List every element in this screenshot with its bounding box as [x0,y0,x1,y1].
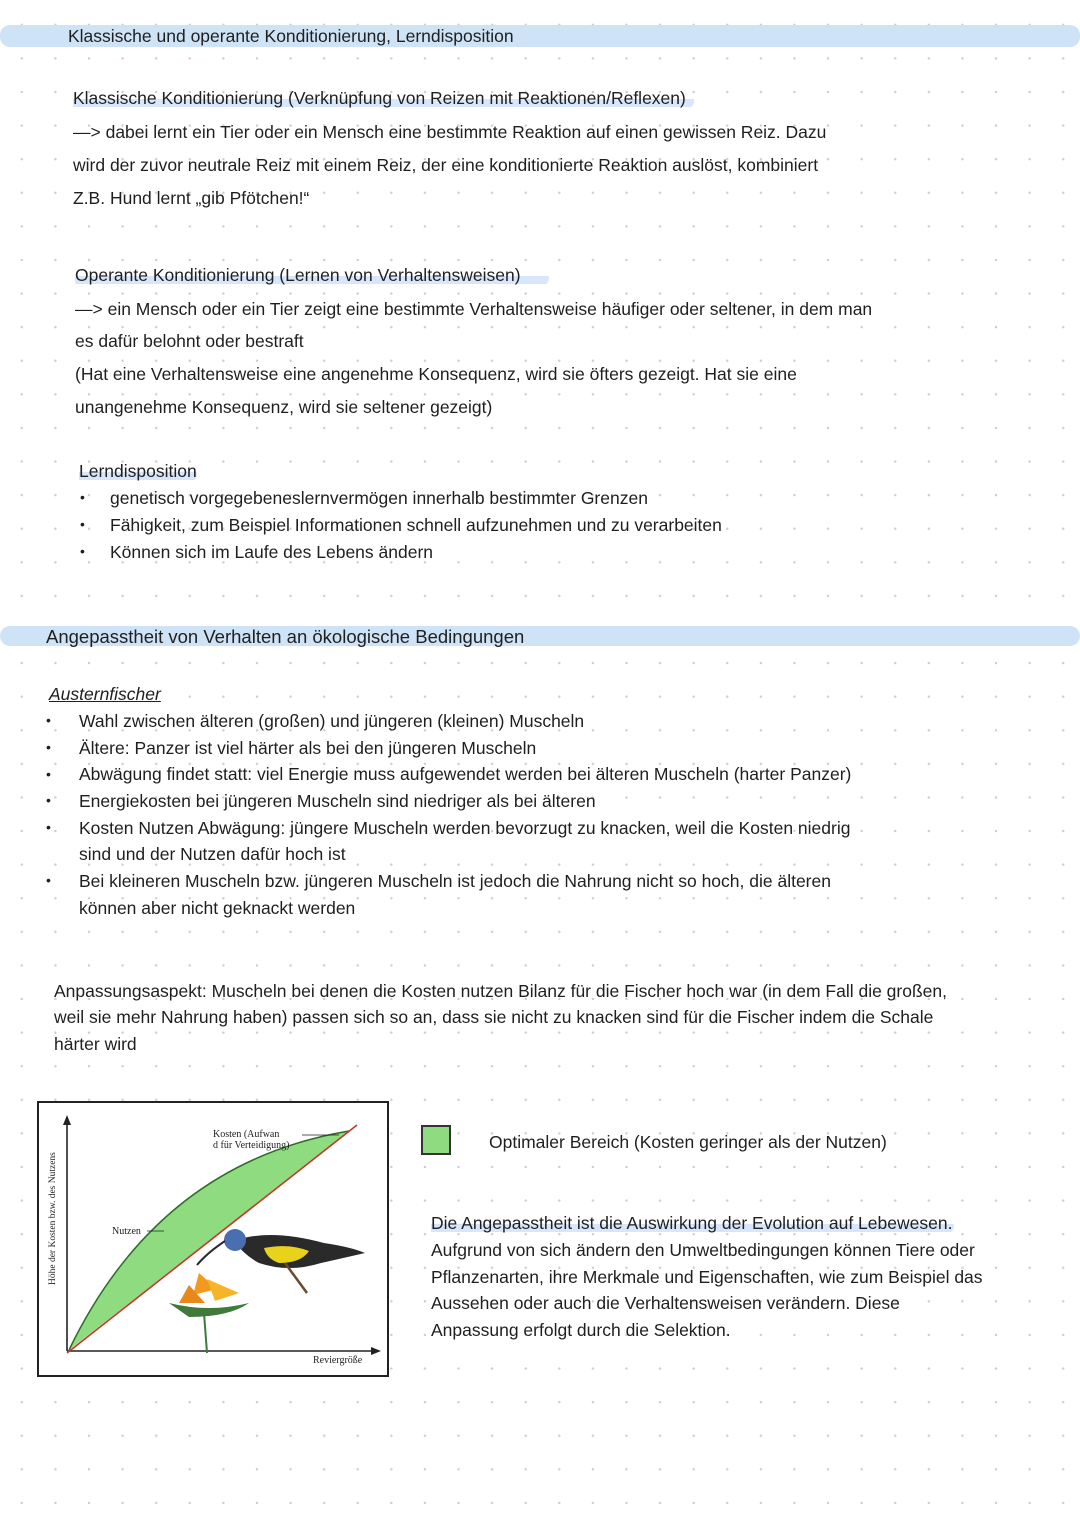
text-line: härter wird [54,1034,137,1054]
text-line: —> ein Mensch oder ein Tier zeigt eine bestimmte Verhaltensweise häufiger oder seltener, in dem man [75,299,873,319]
bullet-dot: • [80,516,85,532]
bullet-dot: • [46,712,51,728]
list-item: Ältere: Panzer ist viel härter als bei den jüngeren Muscheln [79,738,537,758]
bullet-dot: • [46,766,51,782]
text-line: Anpassung erfolgt durch die Selektion. [431,1320,731,1340]
list-item: Wahl zwischen älteren (großen) und jüngeren (kleinen) Muscheln [79,711,585,731]
heading-austernfischer: Austernfischer [49,684,161,704]
bullet-dot: • [46,739,51,755]
y-axis-label: Höhe der Kosten bzw. des Nutzens [48,1152,58,1285]
list-item: Bei kleineren Muscheln bzw. jüngeren Muscheln ist jedoch die Nahrung nicht so hoch, die älteren [79,871,831,891]
text-line: es dafür belohnt oder bestraft [75,331,304,351]
list-item: Können sich im Laufe des Lebens ändern [110,542,434,562]
bullet-dot: • [46,872,51,888]
legend-label: Optimaler Bereich (Kosten geringer als der Nutzen) [489,1132,887,1152]
kosten-line [67,1125,357,1353]
text-line: weil sie mehr Nahrung haben) passen sich so an, dass sie nicht zu knacken sind für die Fischer indem die Schale [54,1007,934,1027]
section-title-konditionierung: Klassische und operante Konditionierung, Lerndisposition [68,26,514,46]
chart-svg [39,1103,387,1375]
text-line: —> dabei lernt ein Tier oder ein Mensch eine bestimmte Reaktion auf einen gewissen Reiz. Dazu [73,122,827,142]
list-item: Abwägung findet statt: viel Energie muss aufgewendet werden bei älteren Muscheln (harter Panzer) [79,764,852,784]
list-item-continuation: sind und der Nutzen dafür hoch ist [79,844,346,864]
list-item: Energiekosten bei jüngeren Muscheln sind niedriger als bei älteren [79,791,596,811]
text-line: wird der zuvor neutrale Reiz mit einem Reiz, der eine konditionierte Reaktion auslöst, kombiniert [73,155,819,175]
text-line: Aufgrund von sich ändern den Umweltbedingungen können Tiere oder [431,1240,975,1260]
list-item: Kosten Nutzen Abwägung: jüngere Muscheln werden bevorzugt zu knacken, weil die Kosten niedrig [79,818,851,838]
bullet-dot: • [46,819,51,835]
list-item-continuation: können aber nicht geknackt werden [79,898,356,918]
y-axis-arrow [63,1115,71,1125]
legend-swatch-optimal [421,1125,451,1155]
bullet-dot: • [80,543,85,559]
bird-of-paradise-flower-illustration [169,1273,249,1353]
nutzen-label: Nutzen [112,1226,141,1237]
kosten-label: Kosten (Aufwan d für Verteidigung) [213,1129,290,1151]
cost-benefit-chart [37,1101,389,1377]
text-line: Z.B. Hund lernt „gib Pfötchen!“ [73,188,310,208]
heading-klassische-konditionierung: Klassische Konditionierung (Verknüpfung von Reizen mit Reaktionen/Reflexen) [73,87,694,109]
text-line: Anpassungsaspekt: Muscheln bei denen die Kosten nutzen Bilanz für die Fischer hoch war (in dem Fall die großen, [54,981,947,1001]
bullet-dot: • [46,792,51,808]
text-line: unangenehme Konsequenz, wird sie seltener gezeigt) [75,397,493,417]
x-axis-label: Reviergröße [313,1355,363,1366]
text-line: Aussehen oder auch die Verhaltensweisen verändern. Diese [431,1293,900,1313]
heading-lerndisposition: Lerndisposition [79,461,197,481]
bullet-dot: • [80,489,85,505]
x-axis-arrow [371,1347,381,1355]
list-item: Fähigkeit, zum Beispiel Informationen schnell aufzunehmen und zu verarbeiten [110,515,722,535]
evolution-highlight: Die Angepasstheit ist die Auswirkung der Evolution auf Lebewesen. [431,1213,953,1233]
text-line: Pflanzenarten, ihre Merkmale und Eigenschaften, wie zum Beispiel das [431,1267,983,1287]
section-title-angepasstheit: Angepasstheit von Verhalten an ökologische Bedingungen [46,626,525,647]
sunbird-illustration [197,1229,365,1293]
text-line: (Hat eine Verhaltensweise eine angenehme Konsequenz, wird sie öfters gezeigt. Hat sie eine [75,364,797,384]
list-item: genetisch vorgegebeneslernvermögen innerhalb bestimmter Grenzen [110,488,648,508]
heading-operante-konditionierung: Operante Konditionierung (Lernen von Verhaltensweisen) [75,264,549,286]
